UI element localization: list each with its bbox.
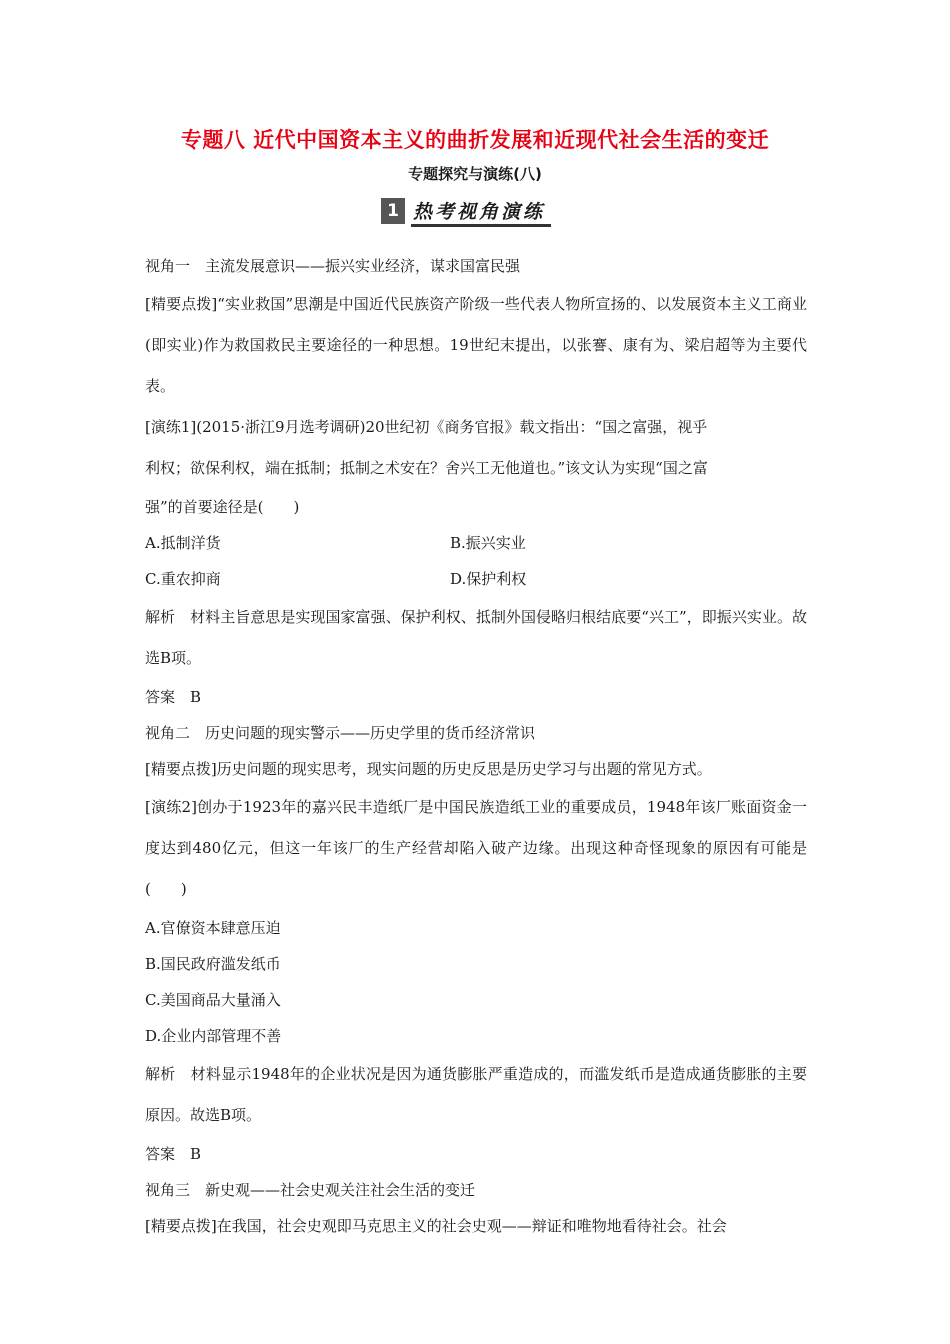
page-title: 专题八 近代中国资本主义的曲折发展和近现代社会生活的变迁 [180,128,770,152]
option-c: C.重农抑商 [145,570,221,588]
option-b: B.国民政府滥发纸币 [145,955,281,973]
exercise-question-line: 强”的首要途径是( ) [145,498,300,516]
option-d: D.保护利权 [450,570,527,588]
key-tip: [精要点拨]历史问题的现实思考，现实问题的历史反思是历史学习与出题的常见方式。 [145,760,712,778]
answer: 答案 B [145,688,202,706]
section-banner [381,196,545,226]
option-b: B.振兴实业 [450,534,526,552]
main-content [145,248,807,1244]
exercise-question-line: [演练1](2015·浙江9月选考调研)20世纪初《商务官报》载文指出：“国之富强，视乎 [145,418,708,436]
option-a: A.抵制洋货 [145,534,221,552]
option-row [145,561,807,597]
analysis: 解析 材料显示1948年的企业状况是因为通货膨胀严重造成的，而滥发纸币是造成通货膨胀的主要原因。故选B项。 [145,1065,807,1124]
option-a: A.官僚资本肆意压迫 [145,919,281,937]
option-row [145,525,807,561]
exercise-question-line: 利权；欲保利权，端在抵制；抵制之术安在？舍兴工无他道也。”该文认为实现“国之富 [145,459,708,477]
section-heading: 视角一 主流发展意识——振兴实业经济，谋求国富民强 [145,257,521,275]
banner-number: 1 [381,198,405,224]
option-c: C.美国商品大量涌入 [145,991,281,1009]
option-d: D.企业内部管理不善 [145,1027,282,1045]
answer: 答案 B [145,1145,202,1163]
key-tip: [精要点拨]“实业救国”思潮是中国近代民族资产阶级一些代表人物所宣扬的、以发展资本主义工商业(即实业)作为救国救民主要途径的一种思想。19世纪末提出，以张謇、康有为、梁启超等为主要代表。 [145,295,807,395]
key-tip: [精要点拨]在我国，社会史观即马克思主义的社会史观——辩证和唯物地看待社会。社会 [145,1217,727,1235]
section-heading: 视角三 新史观——社会史观关注社会生活的变迁 [145,1181,476,1199]
exercise-question: [演练2]创办于1923年的嘉兴民丰造纸厂是中国民族造纸工业的重要成员，1948年该厂账面资金一度达到480亿元，但这一年该厂的生产经营却陷入破产边缘。出现这种奇怪现象的原因有可能是( ) [145,798,807,898]
banner-text: 热考视角演练 [413,197,545,226]
page-subtitle: 专题探究与演练(八) [408,165,542,183]
analysis: 解析 材料主旨意思是实现国家富强、保护利权、抵制外国侵略归根结底要“兴工”，即振兴实业。故选B项。 [145,608,807,667]
section-heading: 视角二 历史问题的现实警示——历史学里的货币经济常识 [145,724,536,742]
